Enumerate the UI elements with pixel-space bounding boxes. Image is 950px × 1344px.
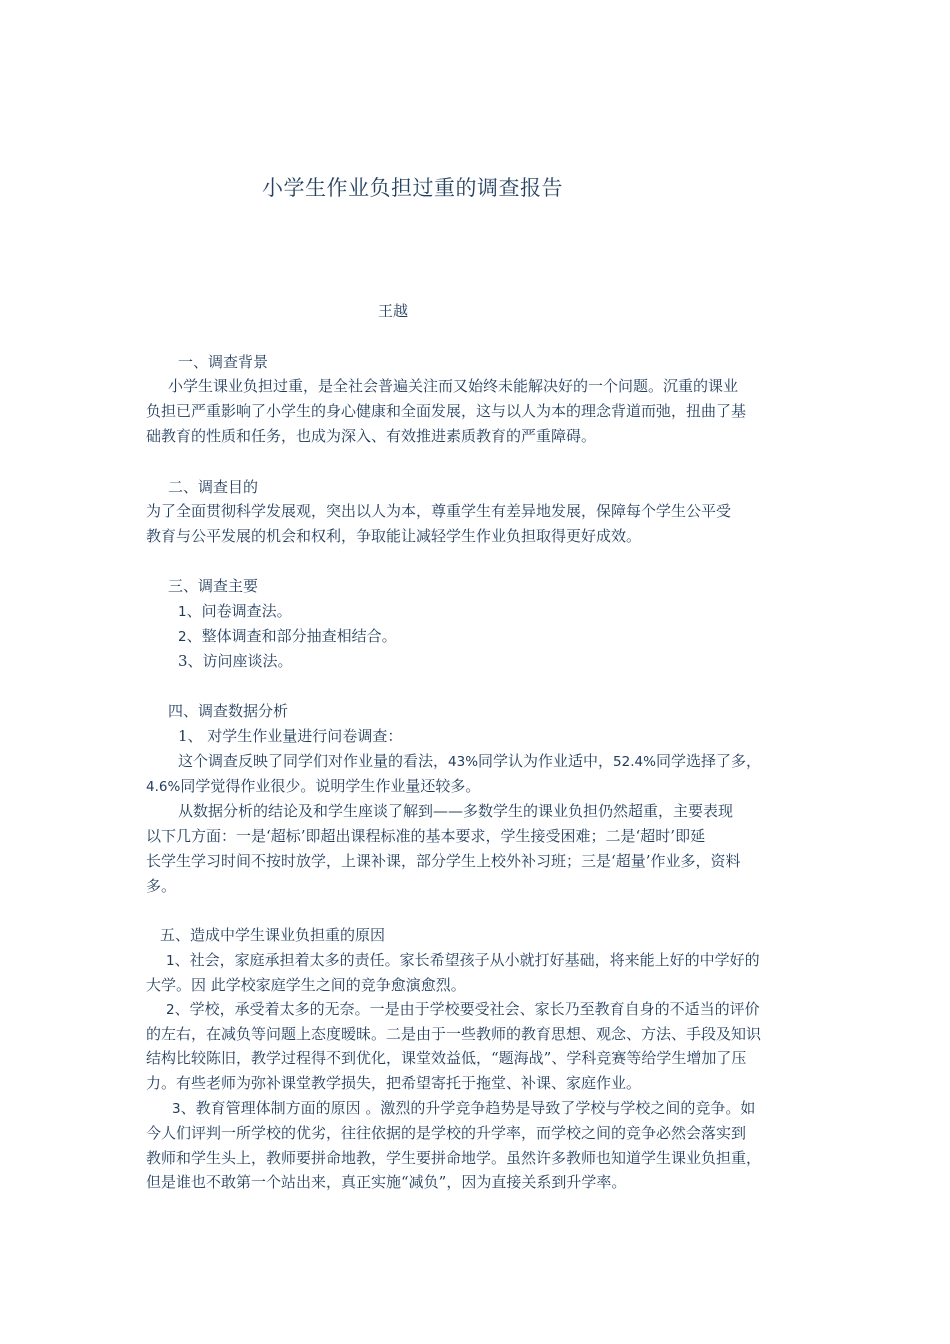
text-run: 、社会，家庭承担着太多的责任。家长希望孩子从小就打好基础，将来能上好的中学好的 bbox=[174, 951, 760, 969]
percentage-value: 43% bbox=[448, 754, 479, 770]
section-5-paragraph-line: 的左右，在减负等问题上态度暧昧。二是由于一些教师的教育思想、观念、方法、手段及知识 bbox=[146, 1025, 762, 1043]
section-5-paragraph-line: 结构比较陈旧，教学过程得不到优化，课堂效益低，“题海战”、学科竞赛等给学生增加了压 bbox=[146, 1049, 747, 1067]
list-item-number: 2 bbox=[178, 629, 187, 645]
section-4-paragraph-line: 以下几方面：一是‘超标’即超出课程标准的基本要求，学生接受困难；二是‘超时’即延 bbox=[146, 827, 706, 845]
section-3-heading: 三、调查主要 bbox=[168, 577, 259, 595]
reason-number: 2 bbox=[166, 1002, 175, 1018]
text-run: 同学觉得作业很少。说明学生作业量还较多。 bbox=[180, 777, 481, 795]
percentage-value: 52.4% bbox=[613, 754, 656, 770]
section-5-paragraph-line bbox=[166, 950, 760, 971]
reason-number: 3 bbox=[172, 1101, 181, 1117]
text-run: 、教育管理体制方面的原因 。激烈的升学竞争趋势是导致了学校与学校之间的竞争。如 bbox=[180, 1099, 756, 1117]
section-3-list-item: 3、访问座谈法。 bbox=[178, 652, 293, 670]
author-name: 王越 bbox=[378, 302, 409, 320]
text-run: 同学选择了多， bbox=[655, 752, 761, 770]
text-run: 这个调查反映了同学们对作业量的看法， bbox=[178, 752, 449, 770]
section-1-paragraph-line: 小学生课业负担过重，是全社会普遍关注而又始终未能解决好的一个问题。沉重的课业 bbox=[168, 377, 739, 395]
section-5-paragraph-line: 大学。因 此学校家庭学生之间的竞争愈演愈烈。 bbox=[146, 976, 466, 994]
section-5-paragraph-line: 力。有些老师为弥补课堂教学损失，把希望寄托于拖堂、补课、家庭作业。 bbox=[146, 1074, 642, 1092]
document-title: 小学生作业负担过重的调查报告 bbox=[262, 176, 563, 200]
section-5-paragraph-line bbox=[172, 1098, 755, 1119]
section-3-list-item bbox=[178, 626, 397, 647]
text-run: 同学认为作业适中， bbox=[478, 752, 614, 770]
section-3-list-item bbox=[178, 601, 292, 622]
section-2-paragraph-line: 为了全面贯彻科学发展观，突出以人为本，尊重学生有差异地发展，保障每个学生公平受 bbox=[146, 502, 732, 520]
section-1-paragraph-line: 础教育的性质和任务，也成为深入、有效推进素质教育的严重障碍。 bbox=[146, 427, 597, 445]
section-4-heading: 四、调查数据分析 bbox=[168, 702, 289, 720]
text-run: 、学校，承受着太多的无奈。一是由于学校要受社会、家长乃至教育自身的不适当的评价 bbox=[174, 1000, 760, 1018]
section-5-paragraph-line: 但是谁也不敢第一个站出来，真正实施“减负”，因为直接关系到升学率。 bbox=[146, 1173, 627, 1191]
section-1-heading: 一、调查背景 bbox=[178, 353, 269, 371]
section-4-paragraph-line: 从数据分析的结论及和学生座谈了解到——多数学生的课业负担仍然超重，主要表现 bbox=[178, 802, 734, 820]
section-1-paragraph-line: 负担已严重影响了小学生的身心健康和全面发展，这与以人为本的理念背道而弛，扭曲了基 bbox=[146, 402, 747, 420]
section-5-paragraph-line bbox=[166, 999, 760, 1020]
section-4-subheading: 1、 对学生作业量进行问卷调查： bbox=[178, 727, 403, 745]
section-5-heading: 五、造成中学生课业负担重的原因 bbox=[160, 926, 386, 944]
section-2-heading: 二、调查目的 bbox=[168, 478, 259, 496]
section-4-paragraph-line bbox=[178, 751, 761, 772]
section-4-paragraph-line bbox=[146, 776, 480, 797]
section-5-paragraph-line: 教师和学生头上，教师要拼命地教，学生要拼命地学。虽然许多教师也知道学生课业负担重， bbox=[146, 1149, 762, 1167]
list-item-number: 1 bbox=[178, 604, 187, 620]
section-4-paragraph-line: 多。 bbox=[146, 877, 177, 895]
section-4-paragraph-line: 长学生学习时间不按时放学，上课补课，部分学生上校外补习班；三是‘超量’作业多，资料 bbox=[146, 852, 741, 870]
percentage-value: 4.6% bbox=[146, 779, 181, 795]
reason-number: 1 bbox=[166, 953, 175, 969]
section-5-paragraph-line: 今人们评判一所学校的优劣，往往依据的是学校的升学率，而学校之间的竞争必然会落实到 bbox=[146, 1124, 747, 1142]
section-2-paragraph-line: 教育与公平发展的机会和权利，争取能让减轻学生作业负担取得更好成效。 bbox=[146, 527, 642, 545]
list-item-text: 、问卷调查法。 bbox=[186, 602, 292, 620]
list-item-text: 、整体调查和部分抽查相结合。 bbox=[186, 627, 397, 645]
